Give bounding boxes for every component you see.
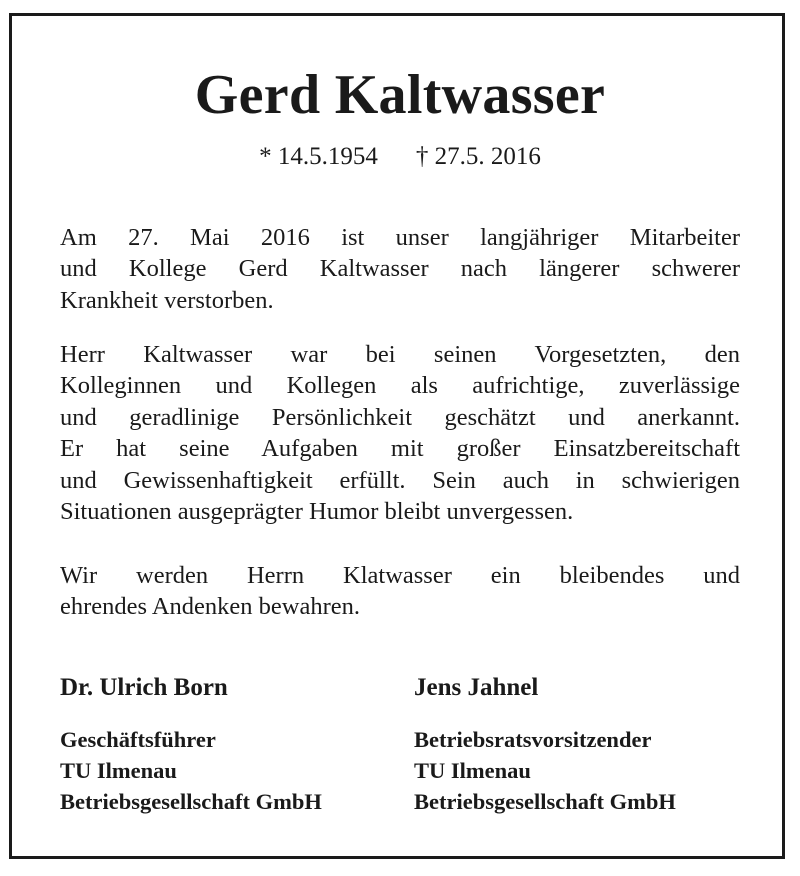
text-line: Situationen ausgeprägter Humor bleibt unvergessen. <box>60 498 574 526</box>
life-dates <box>0 141 800 173</box>
signatory-organization: Betriebsgesellschaft GmbH <box>414 789 676 814</box>
text-line: Wir werden Herrn Klatwasser ein bleibendes und <box>60 562 740 589</box>
text-line: Kolleginnen und Kollegen als aufrichtige, zuverlässige <box>60 372 740 400</box>
text-line: ehrendes Andenken bewahren. <box>60 593 361 621</box>
signature-right <box>414 672 676 817</box>
signatory-role: Betriebsratsvorsitzender <box>414 727 652 752</box>
signatory-details <box>414 724 676 817</box>
signatory-organization: Betriebsgesellschaft GmbH <box>60 789 322 814</box>
signatory-organization: TU Ilmenau <box>414 758 531 783</box>
birth-date: * 14.5.1954 <box>259 143 378 170</box>
text-line: Krankheit verstorben. <box>60 286 274 314</box>
paragraph-announcement <box>60 222 740 316</box>
text-line: und Kollege Gerd Kaltwasser nach längerer schwerer <box>60 255 740 283</box>
death-date: † 27.5. 2016 <box>415 143 541 170</box>
signatory-name: Jens Jahnel <box>414 674 539 701</box>
text-line: und geradlinige Persönlichkeit geschätzt und anerkannt. <box>60 403 740 431</box>
paragraph-tribute <box>60 339 740 527</box>
deceased-name: Gerd Kaltwasser <box>194 64 606 126</box>
paragraph-remembrance <box>60 560 740 623</box>
text-line: Am 27. Mai 2016 ist unser langjähriger Mitarbeiter <box>60 224 740 251</box>
signatory-name: Dr. Ulrich Born <box>60 674 228 701</box>
signatory-details <box>60 724 322 817</box>
text-line: und Gewissenhaftigkeit erfüllt. Sein auch in schwierigen <box>60 466 740 494</box>
signatory-organization: TU Ilmenau <box>60 758 177 783</box>
text-line: Er hat seine Aufgaben mit großer Einsatzbereitschaft <box>60 435 740 463</box>
signatory-role: Geschäftsführer <box>60 727 216 752</box>
signature-left <box>60 672 322 817</box>
text-line: Herr Kaltwasser war bei seinen Vorgesetzten, den <box>60 341 740 368</box>
